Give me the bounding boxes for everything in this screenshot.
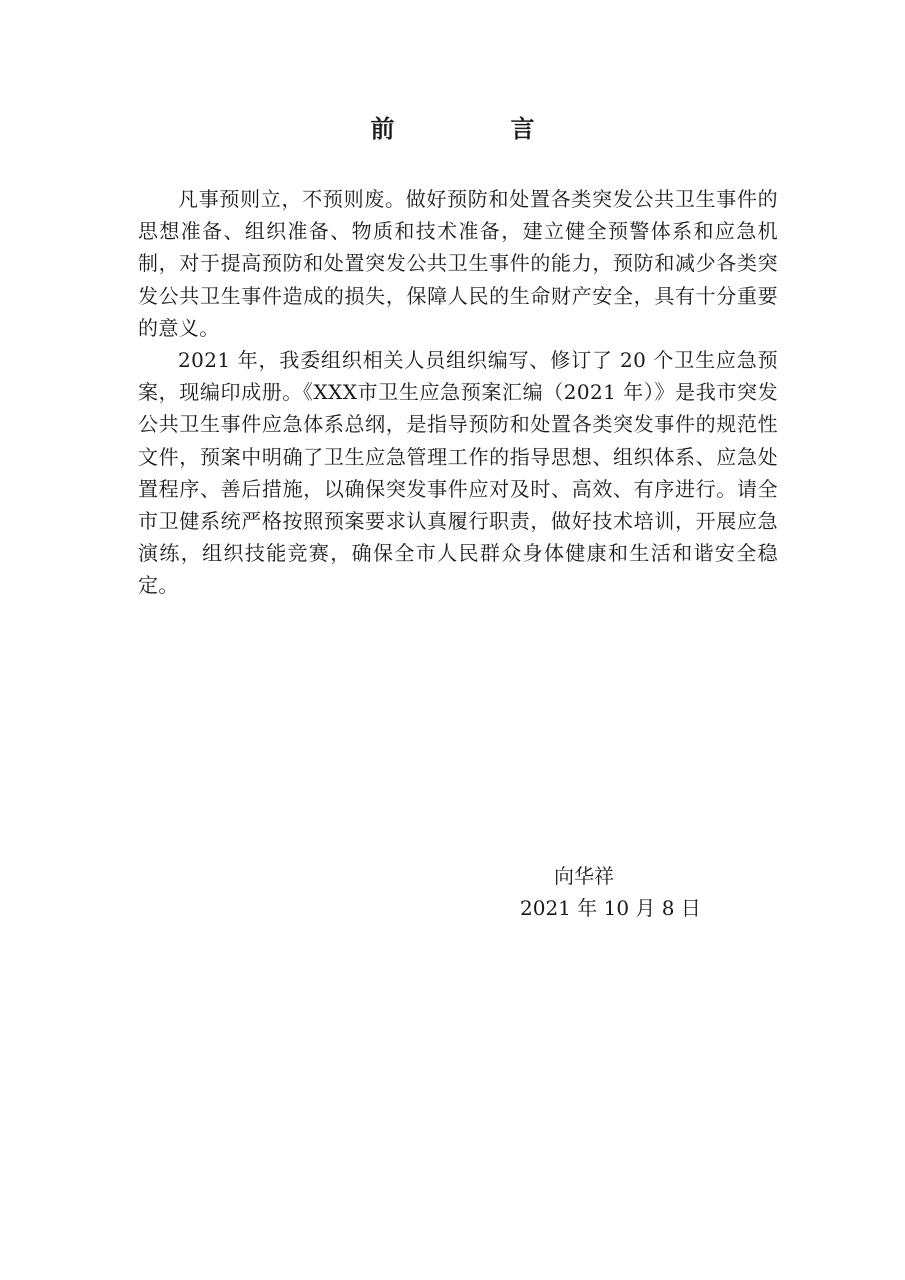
- signature-name: 向华祥: [554, 864, 614, 888]
- signature-date: 2021 年 10 月 8 日: [520, 896, 701, 920]
- paragraph-2: 2021 年，我委组织相关人员组织编写、修订了 20 个卫生应急预案，现编印成册。《XXX市卫生应急预案汇编（2021 年）》是我市突发公共卫生事件应急体系总纲，是指导预防和处置各类突发事件的规范性文件，预案中明确了卫生应急管理工作的指导思想、组织体系、应急处置程序、善后措施，以确保突发事件应对及时、高效、有序进行。请全市卫健系统严格按照预案要求认真履行职责，做好技术培训，开展应急演练，组织技能竞赛，确保全市人民群众身体健康和生活和谐安全稳定。: [138, 348, 778, 598]
- preface-body: [138, 183, 778, 602]
- page-title: 前 言: [370, 115, 581, 143]
- paragraph-1: 凡事预则立，不预则废。做好预防和处置各类突发公共卫生事件的思想准备、组织准备、物质和技术准备，建立健全预警体系和应急机制，对于提高预防和处置突发公共卫生事件的能力，预防和减少各类突发公共卫生事件造成的损失，保障人民的生命财产安全，具有十分重要的意义。: [138, 187, 778, 340]
- signature-block: [470, 860, 730, 924]
